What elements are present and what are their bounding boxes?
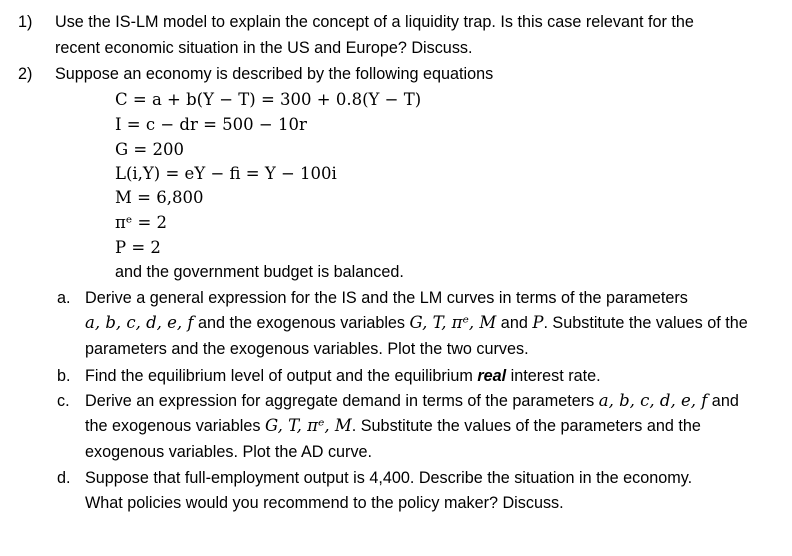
question-1-number: 1) [18, 13, 33, 31]
part-a-line-3: parameters and the exogenous variables. Plot the two curves. [85, 340, 529, 358]
question-1-line-2: recent economic situation in the US and Europe? Discuss. [55, 39, 473, 57]
part-c-line-2: the exogenous variables G, T, πᵉ, M. Substitute the values of the parameters and the [85, 416, 701, 435]
part-a-line-2: a, b, c, d, e, f and the exogenous variables G, T, πᵉ, M and P. Substitute the values of the [85, 313, 748, 332]
part-b-line: Find the equilibrium level of output and the equilibrium real interest rate. [85, 367, 601, 385]
part-b-label: b. [57, 367, 71, 385]
part-a-parameters-math: a, b, c, d, e, f [85, 313, 194, 332]
equation-money-supply: M = 6,800 [115, 188, 204, 207]
part-c-line-1: Derive an expression for aggregate demand in terms of the parameters a, b, c, d, e, f and [85, 391, 739, 410]
part-c-parameters-math: a, b, c, d, e, f [598, 391, 708, 410]
part-c-exogenous-math: G, T, πᵉ, M [264, 416, 352, 435]
equation-money-demand: L(i,Y) = eY − fi = Y − 100i [115, 164, 337, 183]
part-c-label: c. [57, 392, 70, 410]
part-a-price-math: P [532, 313, 544, 332]
question-2-intro: Suppose an economy is described by the following equations [55, 65, 494, 83]
equation-consumption: C = a + b(Y − T) = 300 + 0.8(Y − T) [115, 90, 422, 109]
real-emphasis: real [477, 367, 507, 385]
part-a-exogenous-math: G, T, πᵉ, M [409, 313, 497, 332]
equation-expected-inflation: πᵉ = 2 [115, 213, 168, 232]
part-c-line-3: exogenous variables. Plot the AD curve. [85, 443, 373, 461]
part-d-line-2: What policies would you recommend to the policy maker? Discuss. [85, 494, 564, 512]
equation-price-level: P = 2 [115, 238, 161, 257]
part-d-line-1: Suppose that full-employment output is 4,400. Describe the situation in the economy. [85, 469, 693, 487]
part-d-label: d. [57, 469, 71, 487]
question-2-number: 2) [18, 65, 33, 83]
part-a-label: a. [57, 289, 71, 307]
question-1-line-1: Use the IS-LM model to explain the concept of a liquidity trap. Is this case relevant for the [55, 13, 694, 31]
part-a-line-1: Derive a general expression for the IS and the LM curves in terms of the parameters [85, 289, 688, 307]
equation-government: G = 200 [115, 140, 184, 159]
equation-investment: I = c − dr = 500 − 10r [115, 115, 307, 134]
budget-note: and the government budget is balanced. [115, 263, 404, 281]
